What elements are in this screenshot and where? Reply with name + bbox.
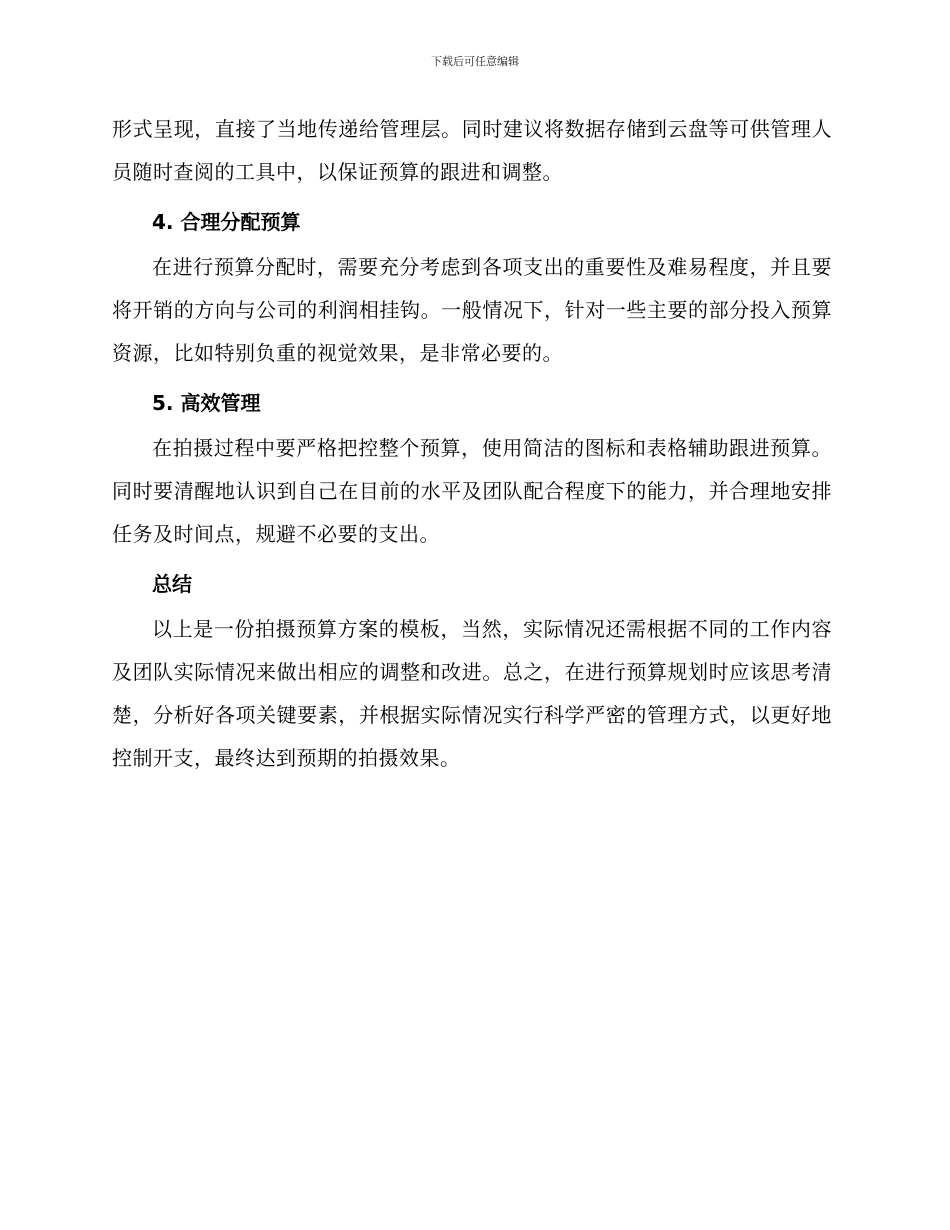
page-header: 下载后可任意编辑 [431, 55, 519, 68]
paragraph-efficient-management: 在拍摄过程中要严格把控整个预算，使用简洁的图标和表格辅助跟进预算。同时要清醒地认识到自己在目前的水平及团队配合程度下的能力，并合理地安排任务及时间点，规避不必要的支出。 [112, 436, 832, 546]
paragraph-allocate-budget: 在进行预算分配时，需要充分考虑到各项支出的重要性及难易程度，并且要将开销的方向与公司的利润相挂钩。一般情况下，针对一些主要的部分投入预算资源，比如特别负重的视觉效果，是非常必要的。 [112, 255, 832, 365]
section-heading-summary: 总结 [152, 572, 192, 596]
paragraph-summary: 以上是一份拍摄预算方案的模板，当然，实际情况还需根据不同的工作内容及团队实际情况来做出相应的调整和改进。总之，在进行预算规划时应该思考清楚，分析好各项关键要素，并根据实际情况实行科学严密的管理方式，以更好地控制开支，最终达到预期的拍摄效果。 [112, 617, 832, 770]
section-heading-efficient-management: 5. 高效管理 [152, 391, 261, 415]
section-heading-allocate-budget: 4. 合理分配预算 [152, 210, 301, 234]
paragraph-continued: 形式呈现，直接了当地传递给管理层。同时建议将数据存储到云盘等可供管理人员随时查阅的工具中，以保证预算的跟进和调整。 [112, 117, 832, 184]
document-body [112, 108, 832, 780]
